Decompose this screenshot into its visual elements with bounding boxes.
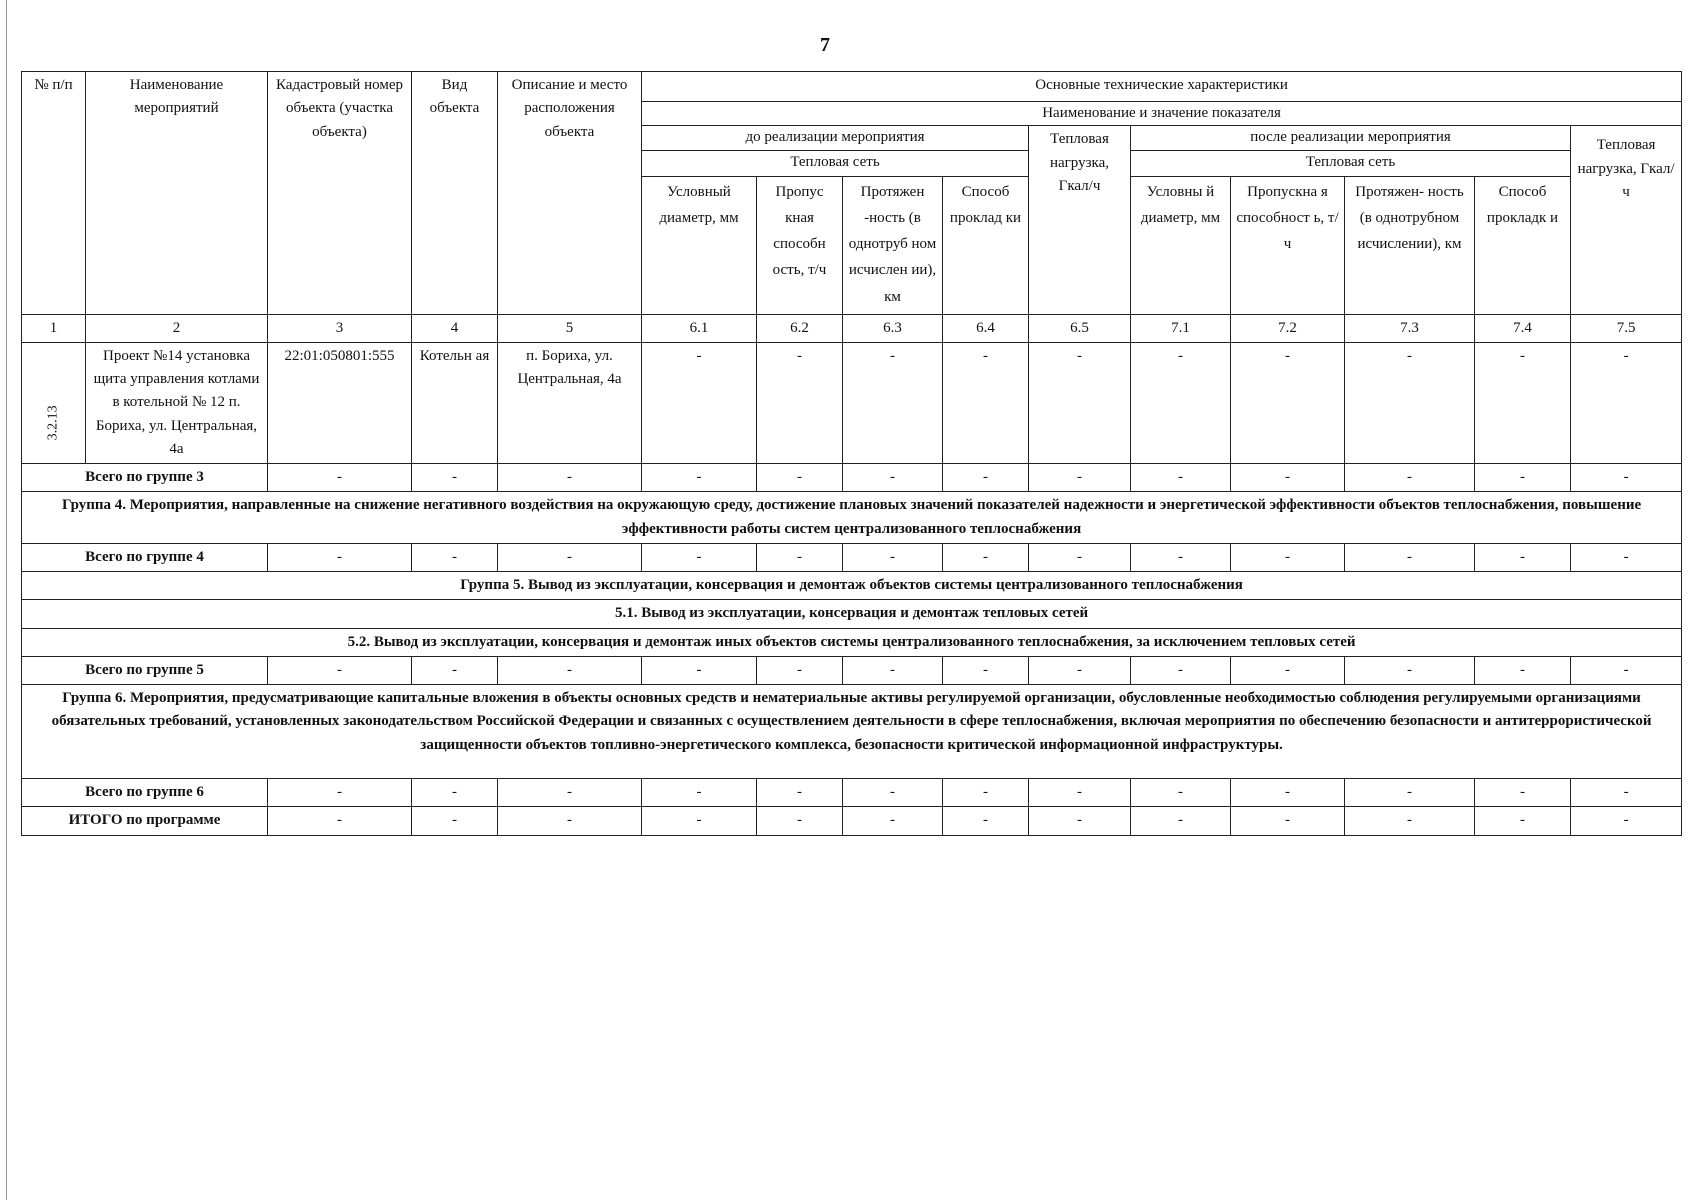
row-value: - [1131, 342, 1231, 463]
group5-1-title: 5.1. Вывод из эксплуатации, консервация и демонтаж тепловых сетей [22, 600, 1682, 628]
group5-row [22, 572, 1682, 600]
header-heat-load-before: Тепловая нагрузка, Гкал/ч [1029, 126, 1131, 314]
header-before-laying: Способ проклад ки [943, 176, 1029, 314]
header-heat-load-after: Тепловая нагрузка, Гкал/ч [1571, 126, 1682, 314]
total-label-group4: Всего по группе 4 [22, 543, 268, 571]
header-num: № п/п [22, 72, 86, 315]
column-number: 5 [498, 314, 642, 342]
total-value: - [1571, 807, 1682, 835]
total-value: - [1345, 656, 1475, 684]
header-indicator-name: Наименование и значение показателя [642, 102, 1682, 126]
group5-2-title: 5.2. Вывод из эксплуатации, консервация и демонтаж иных объектов системы централизованного теплоснабжения, за исключением тепловых сетей [22, 628, 1682, 656]
total-value: - [943, 656, 1029, 684]
total-value: - [1131, 543, 1231, 571]
total-row-group6 [22, 779, 1682, 807]
total-value: - [498, 656, 642, 684]
page-number: 7 [820, 34, 830, 56]
total-value: - [843, 779, 943, 807]
header-after-laying: Способ прокладк и [1475, 176, 1571, 314]
total-value: - [1231, 779, 1345, 807]
total-value: - [498, 807, 642, 835]
total-label-group6: Всего по группе 6 [22, 779, 268, 807]
total-value: - [1231, 807, 1345, 835]
table-row [22, 342, 1682, 463]
total-value: - [1131, 656, 1231, 684]
total-value: - [943, 464, 1029, 492]
total-value: - [1345, 779, 1475, 807]
total-row-program [22, 807, 1682, 835]
header-heat-network-before: Тепловая сеть [642, 150, 1029, 176]
group4-row [22, 492, 1682, 544]
column-number: 4 [412, 314, 498, 342]
total-value: - [268, 656, 412, 684]
header-description: Описание и место расположения объекта [498, 72, 642, 315]
total-value: - [943, 779, 1029, 807]
column-number: 6.1 [642, 314, 757, 342]
total-value: - [642, 464, 757, 492]
column-numbers-row [22, 314, 1682, 342]
total-value: - [268, 464, 412, 492]
total-value: - [1571, 656, 1682, 684]
total-value: - [1345, 464, 1475, 492]
row-description: п. Бориха, ул. Центральная, 4а [498, 342, 642, 463]
header-name: Наименование мероприятий [86, 72, 268, 315]
header-heat-network-after: Тепловая сеть [1131, 150, 1571, 176]
total-value: - [1231, 656, 1345, 684]
header-before-length: Протяжен -ность (в однотруб ном исчислен ии), км [843, 176, 943, 314]
total-value: - [498, 543, 642, 571]
total-value: - [843, 464, 943, 492]
row-value: - [943, 342, 1029, 463]
total-value: - [1029, 807, 1131, 835]
total-value: - [1571, 464, 1682, 492]
group5-1-row [22, 600, 1682, 628]
total-value: - [642, 543, 757, 571]
total-value: - [642, 656, 757, 684]
total-row-group5 [22, 656, 1682, 684]
total-value: - [1475, 543, 1571, 571]
total-row-group4 [22, 543, 1682, 571]
total-value: - [843, 543, 943, 571]
column-number: 7.2 [1231, 314, 1345, 342]
group5-2-row [22, 628, 1682, 656]
total-value: - [1571, 543, 1682, 571]
total-value: - [757, 543, 843, 571]
column-number: 1 [22, 314, 86, 342]
header-before: до реализации мероприятия [642, 126, 1029, 150]
row-value: - [642, 342, 757, 463]
column-number: 6.5 [1029, 314, 1131, 342]
total-value: - [1231, 464, 1345, 492]
total-value: - [843, 807, 943, 835]
total-value: - [943, 543, 1029, 571]
column-number: 2 [86, 314, 268, 342]
total-value: - [757, 807, 843, 835]
total-value: - [268, 779, 412, 807]
row-cadastral: 22:01:050801:555 [268, 342, 412, 463]
column-number: 6.2 [757, 314, 843, 342]
total-label-group5: Всего по группе 5 [22, 656, 268, 684]
total-value: - [412, 464, 498, 492]
total-value: - [757, 779, 843, 807]
header-before-capacity: Пропус кная способн ость, т/ч [757, 176, 843, 314]
total-value: - [642, 807, 757, 835]
row-value: - [1571, 342, 1682, 463]
row-value: - [1231, 342, 1345, 463]
column-number: 6.3 [843, 314, 943, 342]
header-before-diameter: Условный диаметр, мм [642, 176, 757, 314]
total-value: - [1029, 779, 1131, 807]
total-value: - [1029, 464, 1131, 492]
row-name: Проект №14 установка щита управления котлами в котельной № 12 п. Бориха, ул. Центральная, 4а [86, 342, 268, 463]
total-value: - [412, 779, 498, 807]
group6-row [22, 685, 1682, 779]
total-value: - [1475, 464, 1571, 492]
page-edge-line [6, 0, 7, 1200]
measures-table [21, 71, 1682, 836]
header-after-length: Протяжен- ность (в однотрубном исчислении), км [1345, 176, 1475, 314]
total-value: - [1345, 807, 1475, 835]
total-value: - [1029, 543, 1131, 571]
total-value: - [412, 656, 498, 684]
header-after: после реализации мероприятия [1131, 126, 1571, 150]
total-value: - [268, 807, 412, 835]
column-number: 7.3 [1345, 314, 1475, 342]
total-value: - [757, 656, 843, 684]
header-main-characteristics: Основные технические характеристики [642, 72, 1682, 102]
total-row-group3 [22, 464, 1682, 492]
total-value: - [1475, 656, 1571, 684]
total-value: - [757, 464, 843, 492]
column-number: 7.5 [1571, 314, 1682, 342]
row-number-cell [22, 342, 86, 463]
total-value: - [498, 464, 642, 492]
header-cadastral: Кадастровый номер объекта (участка объекта) [268, 72, 412, 315]
header-after-capacity: Пропускна я способност ь, т/ч [1231, 176, 1345, 314]
total-value: - [412, 543, 498, 571]
total-value: - [1131, 464, 1231, 492]
header-row-1 [22, 72, 1682, 102]
total-value: - [1475, 779, 1571, 807]
row-object-type: Котельн ая [412, 342, 498, 463]
group6-title: Группа 6. Мероприятия, предусматривающие капитальные вложения в объекты основных средств и нематериальные активы регулируемой организации, обусловленные необходимостью соблюдения регулируемыми организациями обязательных требований, установленных законодательством Российской Федерации и связанных с осуществлением деятельности в сфере теплоснабжения, включая мероприятия по обеспечению безопасности и антитеррористической защищенности объектов топливно-энергетического комплекса, безопасности критической информационной инфраструктуры. [22, 685, 1682, 779]
total-value: - [1029, 656, 1131, 684]
group5-title: Группа 5. Вывод из эксплуатации, консервация и демонтаж объектов системы централизованного теплоснабжения [22, 572, 1682, 600]
total-value: - [843, 656, 943, 684]
total-value: - [1475, 807, 1571, 835]
row-value: - [1345, 342, 1475, 463]
column-number: 7.1 [1131, 314, 1231, 342]
column-number: 6.4 [943, 314, 1029, 342]
header-after-diameter: Условны й диаметр, мм [1131, 176, 1231, 314]
total-value: - [1131, 807, 1231, 835]
total-value: - [1571, 779, 1682, 807]
group4-title: Группа 4. Мероприятия, направленные на снижение негативного воздействия на окружающую среду, достижение плановых значений показателей надежности и энергетической эффективности объектов теплоснабжения, повышение эффективности работы систем централизованного теплоснабжения [22, 492, 1682, 544]
total-value: - [412, 807, 498, 835]
row-number: 3.2.13 [45, 405, 61, 441]
total-value: - [943, 807, 1029, 835]
total-value: - [498, 779, 642, 807]
total-value: - [1231, 543, 1345, 571]
total-value: - [268, 543, 412, 571]
total-value: - [1131, 779, 1231, 807]
column-number: 3 [268, 314, 412, 342]
row-value: - [1029, 342, 1131, 463]
row-value: - [1475, 342, 1571, 463]
row-value: - [843, 342, 943, 463]
column-number: 7.4 [1475, 314, 1571, 342]
total-value: - [642, 779, 757, 807]
row-value: - [757, 342, 843, 463]
total-label-group3: Всего по группе 3 [22, 464, 268, 492]
total-value: - [1345, 543, 1475, 571]
total-label-program: ИТОГО по программе [22, 807, 268, 835]
header-object-type: Вид объекта [412, 72, 498, 315]
